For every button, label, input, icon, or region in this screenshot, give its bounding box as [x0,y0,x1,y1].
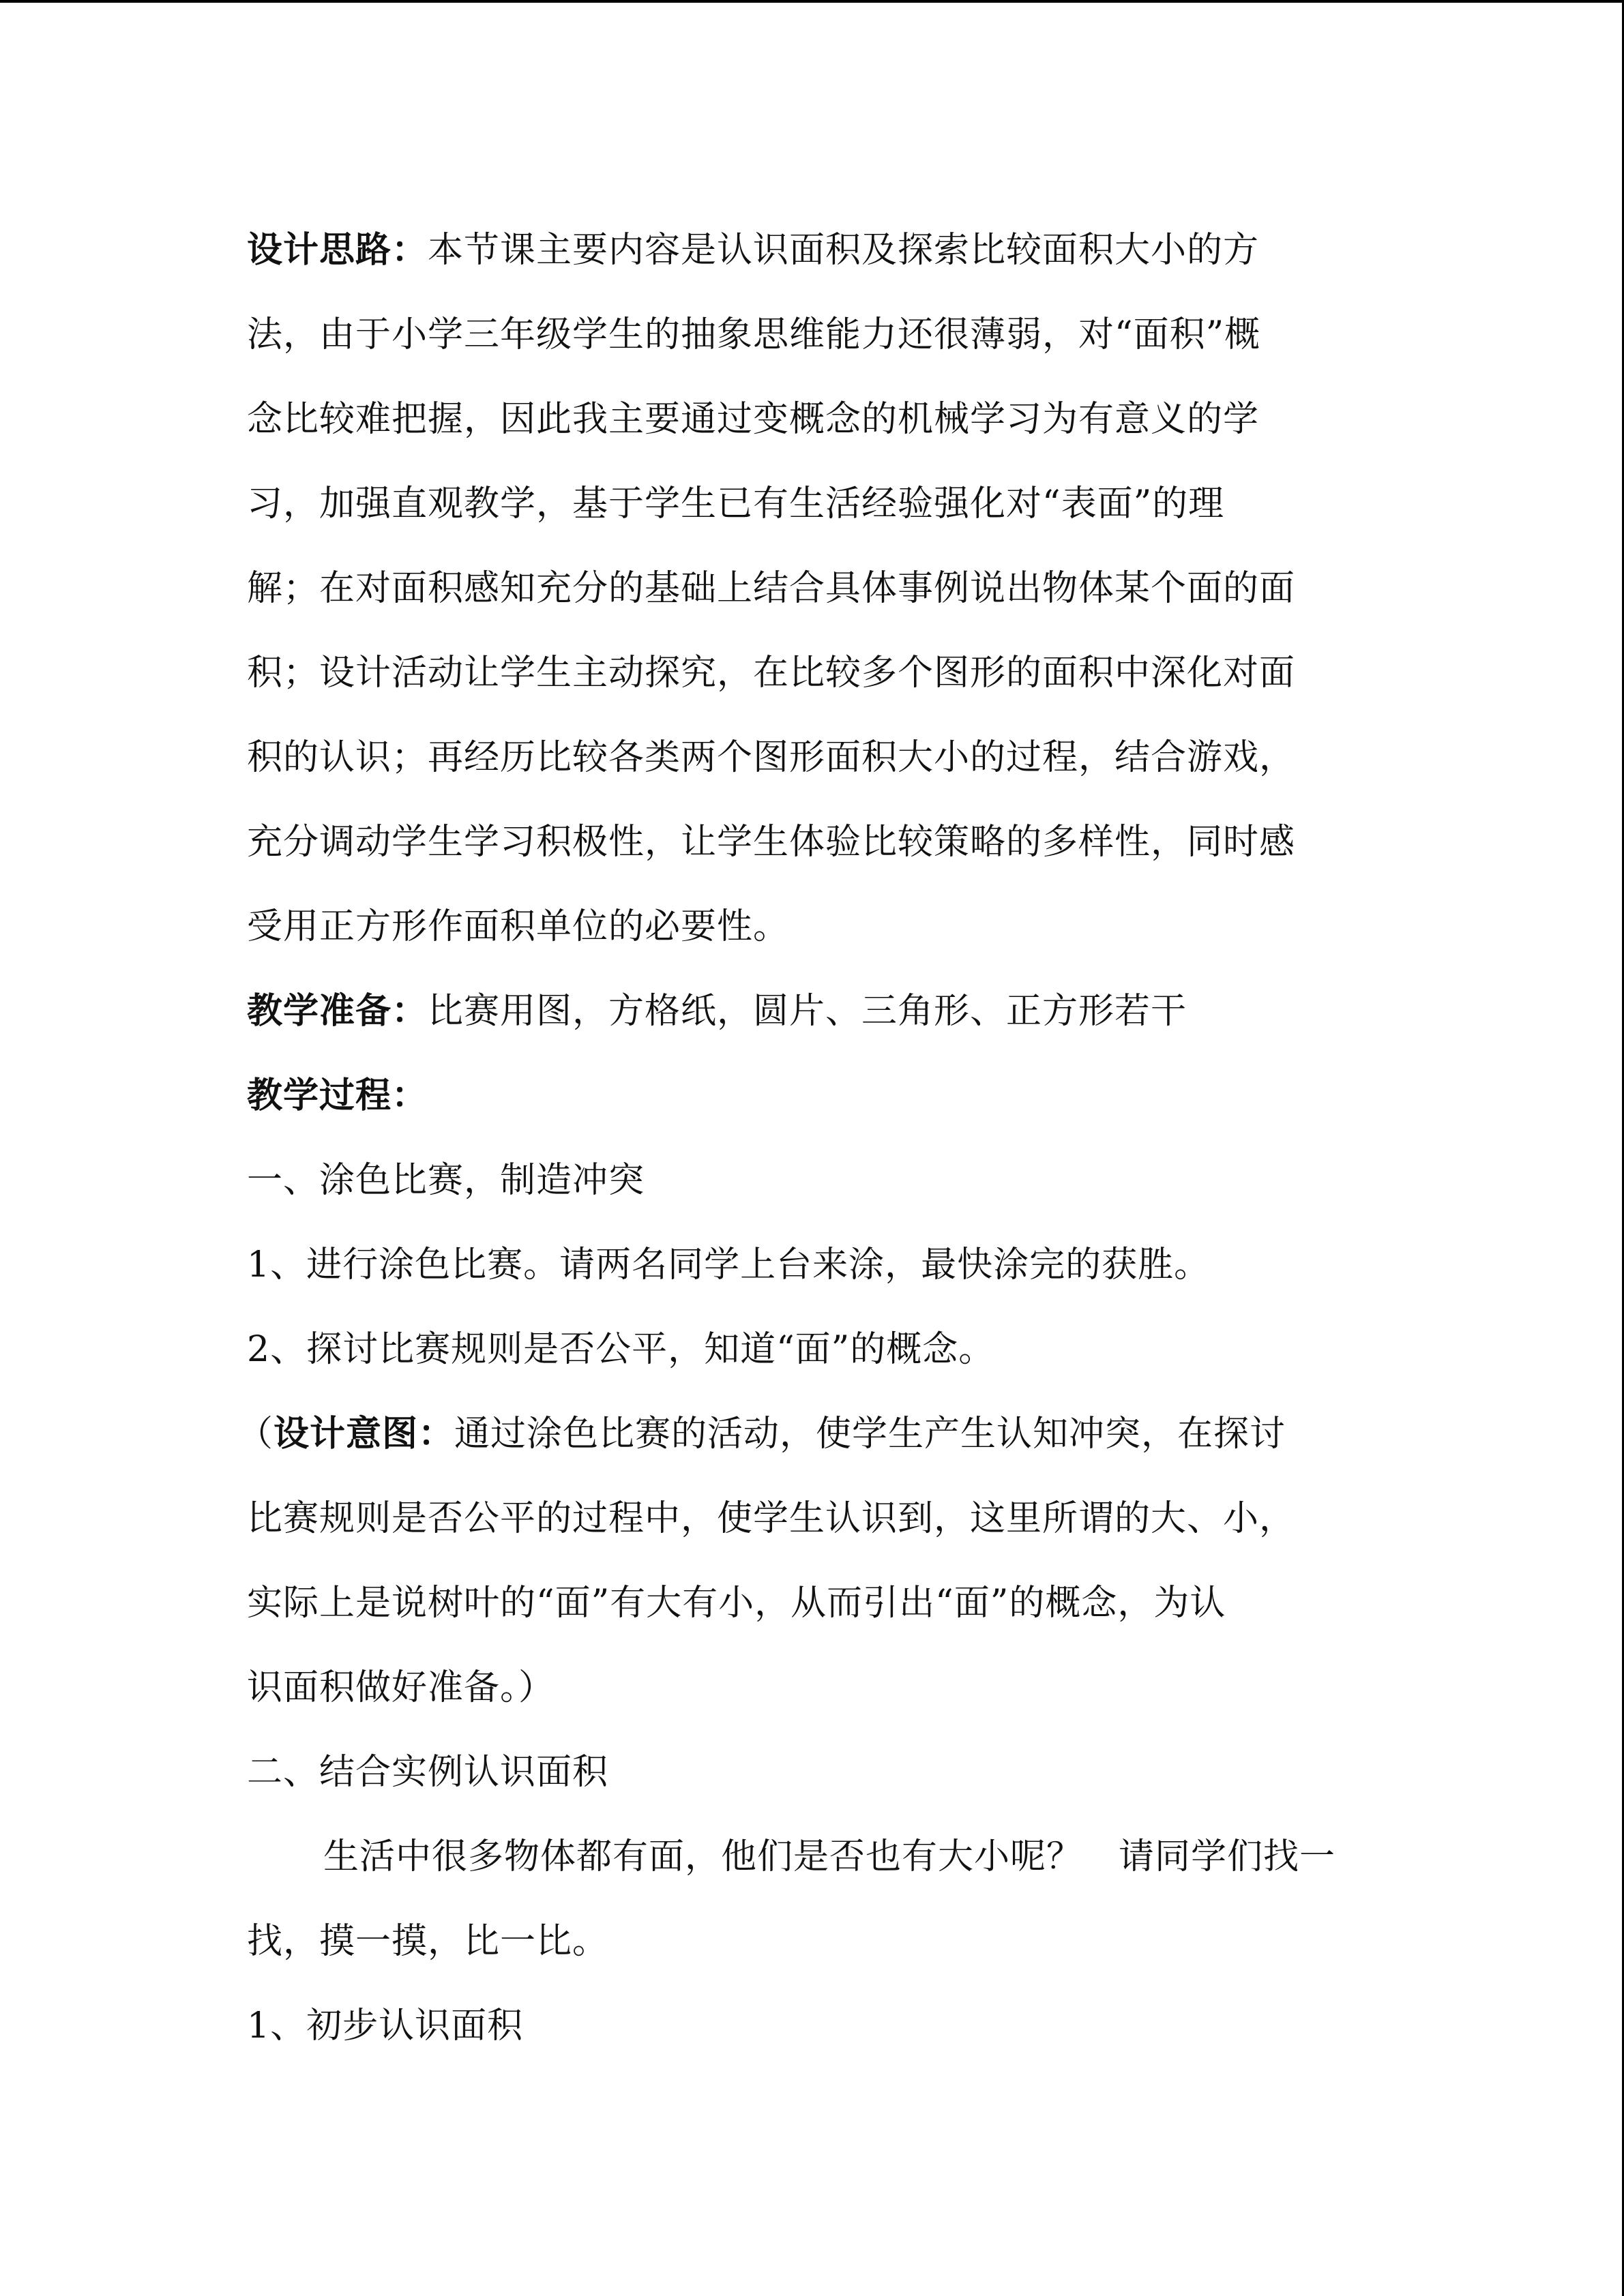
design-idea-heading: 设计思路： [247,229,428,271]
section-2-item-1: 1、初步认识面积 [247,2006,524,2046]
section-1-item-2: 2、探讨比赛规则是否公平，知道“面”的概念。 [247,1329,995,1370]
design-intent-line-1 [237,1392,1386,1476]
design-idea-line-6: 积；设计活动让学生主动探究，在比较多个图形的面积中深化对面 [247,653,1296,694]
preparation-heading: 教学准备： [247,990,428,1032]
section-2-paragraph-line-2: 找，摸一摸，比一比。 [247,1921,609,1962]
preparation-text: 比赛用图，方格纸，圆片、三角形、正方形若干 [428,991,1187,1032]
design-intent-line-4: 识面积做好准备。） [247,1667,555,1708]
design-intent-heading: 设计意图： [274,1413,455,1455]
section-2-title: 二、结合实例认识面积 [247,1752,609,1793]
section-1-title: 一、涂色比赛，制造冲突 [247,1160,645,1201]
design-idea-line-5: 解；在对面积感知充分的基础上结合具体事例说出物体某个面的面 [247,568,1296,609]
design-idea-line-3: 念比较难把握，因此我主要通过变概念的机械学习为有意义的学 [247,399,1260,440]
preparation-line [247,969,1386,1054]
design-intent-open-paren: （ [237,1414,274,1455]
design-idea-text: 本节课主要内容是认识面积及探索比较面积大小的方 [428,230,1260,271]
design-intent-line-2: 比赛规则是否公平的过程中，使学生认识到，这里所谓的大、小， [247,1498,1296,1539]
section-1-item-1: 1、进行涂色比赛。请两名同学上台来涂，最快涂完的获胜。 [247,1244,1211,1285]
design-idea-line-9: 受用正方形作面积单位的必要性。 [247,906,790,947]
document-page [237,208,1386,2068]
design-intent-text: 通过涂色比赛的活动，使学生产生认知冲突，在探讨 [454,1414,1286,1455]
design-idea-line-8: 充分调动学生学习积极性，让学生体验比较策略的多样性，同时感 [247,822,1296,863]
design-idea-line-7: 积的认识；再经历比较各类两个图形面积大小的过程，结合游戏， [247,737,1296,778]
process-heading: 教学过程： [247,1075,428,1116]
top-border-rule [0,0,1624,3]
design-idea-line-4: 习，加强直观教学，基于学生已有生活经验强化对“表面”的理 [247,483,1225,524]
section-2-paragraph-line-1: 生活中很多物体都有面，他们是否也有大小呢？ 请同学们找一 [323,1836,1336,1877]
design-intent-line-3: 实际上是说树叶的“面”有大有小，从而引出“面”的概念，为认 [247,1583,1226,1624]
design-idea-line-2: 法，由于小学三年级学生的抽象思维能力还很薄弱，对“面积”概 [247,314,1261,355]
design-idea-line-1 [247,208,1386,293]
